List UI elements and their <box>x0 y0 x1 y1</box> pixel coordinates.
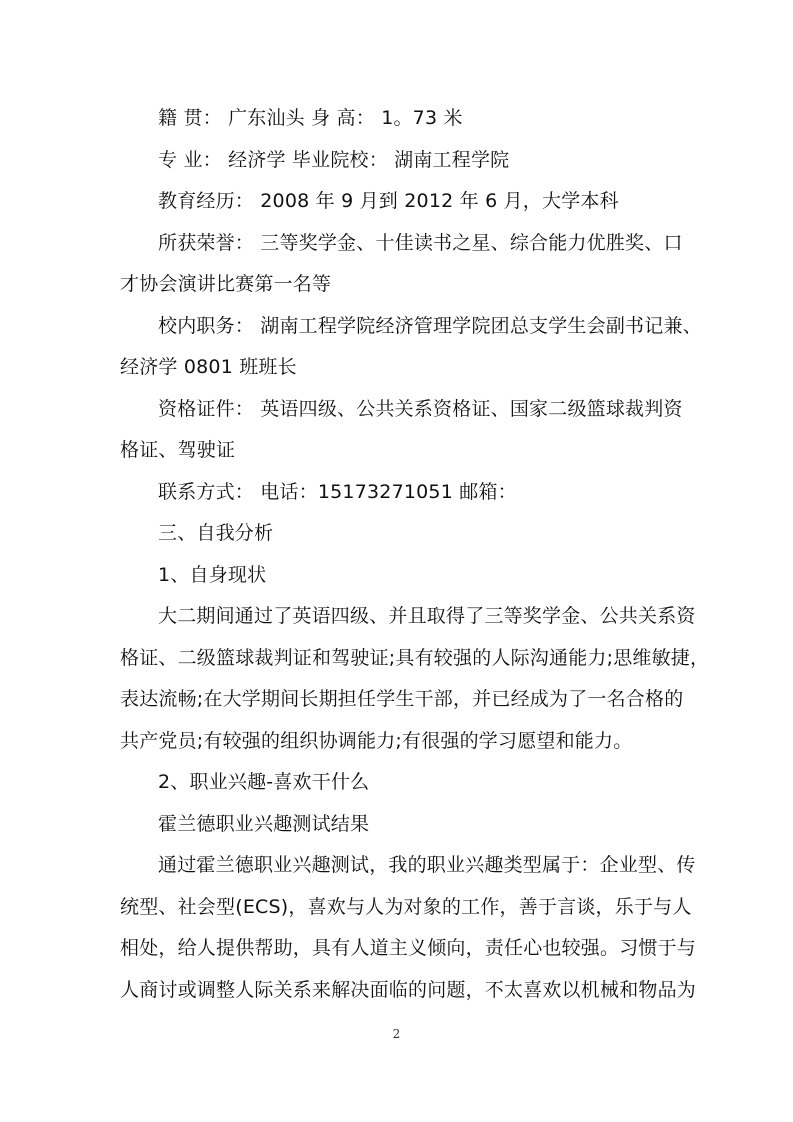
paragraph-line: 共产党员;有较强的组织协调能力;有很强的学习愿望和能力。 <box>120 730 633 752</box>
text-line-certificates: 资格证件： 英语四级、公共关系资格证、国家二级篮球裁判资 <box>158 398 683 420</box>
paragraph-line: 大二期间通过了英语四级、并且取得了三等奖学金、公共关系资 <box>158 605 696 627</box>
paragraph-line: 统型、社会型(ECS)，喜欢与人为对象的工作，善于言谈，乐于与人 <box>120 896 692 918</box>
page-number: 2 <box>392 1027 401 1041</box>
text-line-education: 教育经历： 2008 年 9 月到 2012 年 6 月，大学本科 <box>158 190 619 212</box>
text-line-honors-continued: 才协会演讲比赛第一名等 <box>120 273 332 295</box>
subheading-career-interest: 2、职业兴趣-喜欢干什么 <box>158 771 370 793</box>
text-line-major-school: 专 业： 经济学 毕业院校： 湖南工程学院 <box>158 149 510 171</box>
text-line-honors: 所获荣誉： 三等奖学金、十佳读书之星、综合能力优胜奖、口 <box>158 232 683 254</box>
subheading-current-status: 1、自身现状 <box>158 564 267 586</box>
section-heading-self-analysis: 三、自我分析 <box>158 522 274 544</box>
paragraph-line: 人商讨或调整人际关系来解决面临的问题，不太喜欢以机械和物品为 <box>120 979 697 1001</box>
text-line-campus-position-continued: 经济学 0801 班班长 <box>120 356 297 378</box>
paragraph-line: 相处，给人提供帮助，具有人道主义倾向，责任心也较强。习惯于与 <box>120 937 697 959</box>
text-line-contact: 联系方式： 电话：15173271051 邮箱： <box>158 481 517 503</box>
paragraph-line: 格证、二级篮球裁判证和驾驶证;具有较强的人际沟通能力;思维敏捷， <box>120 647 710 669</box>
text-line-native-place-height: 籍 贯： 广东汕头 身 高： 1。73 米 <box>158 107 463 129</box>
subheading-holland-test-result: 霍兰德职业兴趣测试结果 <box>158 813 370 835</box>
paragraph-line: 表达流畅;在大学期间长期担任学生干部，并已经成为了一名合格的 <box>120 688 684 710</box>
paragraph-line: 通过霍兰德职业兴趣测试，我的职业兴趣类型属于：企业型、传 <box>158 854 696 876</box>
text-line-campus-position: 校内职务： 湖南工程学院经济管理学院团总支学生会副书记兼、 <box>158 315 702 337</box>
text-line-certificates-continued: 格证、驾驶证 <box>120 439 236 461</box>
